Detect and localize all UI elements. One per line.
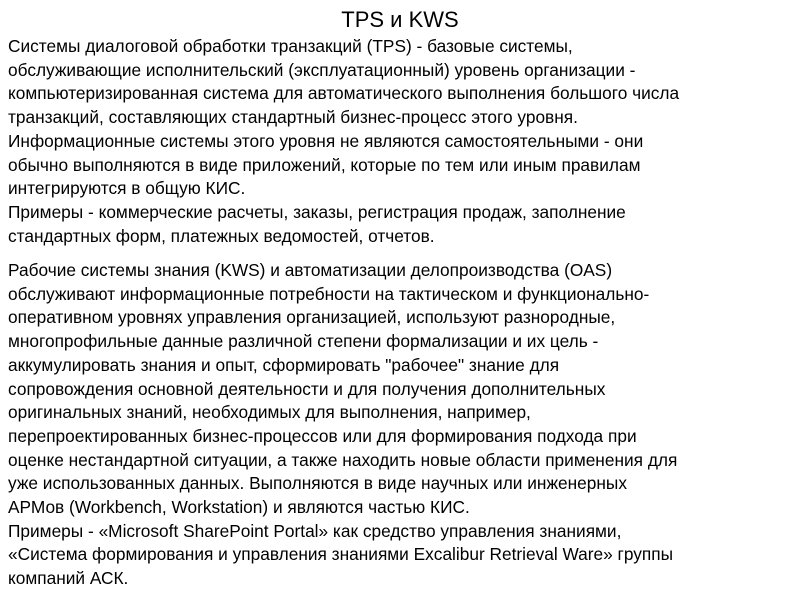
text-line: обычно выполняются в виде приложений, которые по тем или иным правилам [8,154,641,175]
text-line: оригинальных знаний, необходимых для выполнения, например, [8,402,531,423]
text-line: интегрируются в общую КИС. [8,178,246,199]
text-line: Рабочие системы знания (KWS) и автоматизации делопроизводства (OAS) [8,260,613,280]
text-line: аккумулировать знания и опыт, сформировать "рабочее" знание для [8,354,560,375]
text-line: «Система формирования и управления знаниями Excalibur Retrieval Ware» группы [8,544,674,565]
text-line: транзакций, составляющих стандартный бизнес-процесс этого уровня. [8,107,578,128]
text-line: компаний АСК. [8,568,129,589]
text-line: стандартных форм, платежных ведомостей, отчетов. [8,225,435,246]
text-line: Примеры - коммерческие расчеты, заказы, регистрация продаж, заполнение [8,201,626,222]
text-line: Системы диалоговой обработки транзакций (TPS) - базовые системы, [8,36,573,56]
text-line: обслуживающие исполнительский (эксплуатационный) уровень организации - [8,59,636,80]
tps-paragraph [8,35,792,248]
text-line: АРМов (Workbench, Workstation) и являются частью КИС. [8,497,470,518]
text-line: уже использованных данных. Выполняются в виде научных или инженерных [8,473,627,494]
text-line: оценке нестандартной ситуации, а также находить новые области применения для [8,449,678,470]
text-line: Примеры - «Microsoft SharePoint Portal» как средство управления знаниями, [8,520,622,541]
text-line: обслуживают информационные потребности на тактическом и функционально- [8,283,650,304]
text-line: перепроектированных бизнес-процессов или для формирования подхода при [8,425,637,446]
text-line: многопрофильные данные различной степени формализации и их цель - [8,331,599,352]
text-line: оперативном уровнях управления организацией, используют разнородные, [8,307,616,328]
text-line: сопровождения основной деятельности и для получения дополнительных [8,378,606,399]
text-line: компьютеризированная система для автоматического выполнения большого числа [8,83,680,104]
slide-title: TPS и KWS [341,7,459,32]
text-line: Информационные системы этого уровня не являются самостоятельными - они [8,130,644,151]
kws-paragraph [8,259,792,591]
